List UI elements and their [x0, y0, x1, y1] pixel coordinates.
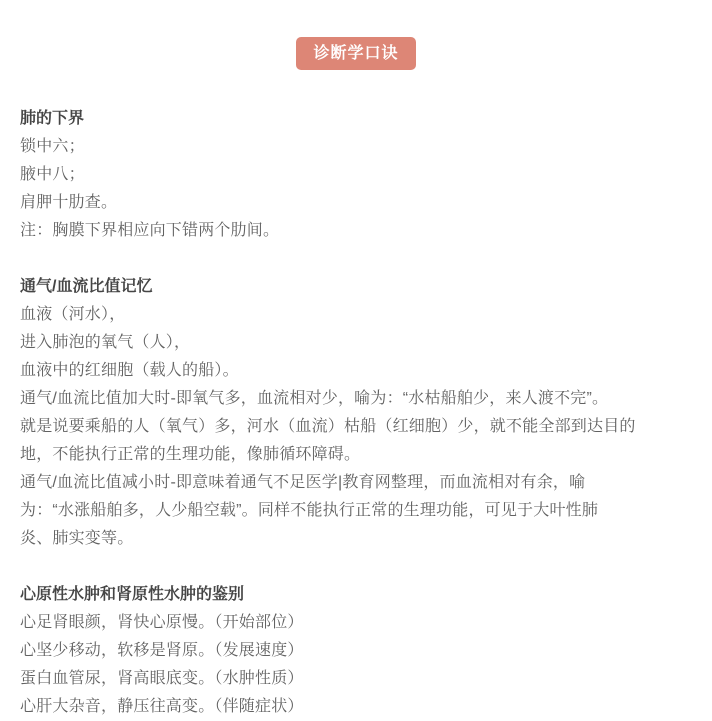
text-line: 锁中六；	[20, 138, 85, 155]
section-lines	[20, 301, 708, 553]
mnemonic-section	[20, 105, 708, 245]
text-line: 就是说要乘船的人（氧气）多，河水（血流）枯船（红细胞）少，就不能全部到达目的	[20, 418, 636, 435]
text-line: 肩胛十肋查。	[20, 194, 118, 211]
text-line: 通气/血流比值减小时-即意味着通气不足医学|教育网整理，而血流相对有余，喻	[20, 474, 586, 491]
text-line: 血液（河水），	[20, 306, 126, 323]
text-line: 心坚少移动，软移是肾原。（发展速度）	[20, 642, 304, 659]
mnemonic-section	[20, 581, 708, 721]
mnemonic-section	[20, 273, 708, 553]
text-line: 进入肺泡的氧气（人），	[20, 334, 191, 351]
section-heading: 肺的下界	[20, 110, 85, 127]
section-heading: 通气/血流比值记忆	[20, 278, 153, 295]
text-line: 心肝大杂音，静压往高变。（伴随症状）	[20, 698, 304, 715]
section-heading: 心原性水肿和肾原性水肿的鉴别	[20, 586, 245, 603]
text-line: 炎、肺实变等。	[20, 530, 134, 547]
text-line: 为：“水涨船舶多，人少船空载”。同样不能执行正常的生理功能，可见于大叶性肺	[20, 502, 599, 519]
text-line: 注：胸膜下界相应向下错两个肋间。	[20, 222, 280, 239]
title-badge: 诊断学口诀	[296, 37, 415, 70]
text-line: 通气/血流比值加大时-即氧气多，血流相对少，喻为：“水枯船舶少，来人渡不完”。	[20, 390, 609, 407]
badge-row	[4, 37, 708, 70]
text-line: 心足肾眼颜，肾快心原慢。（开始部位）	[20, 614, 304, 631]
article-content	[20, 105, 708, 721]
text-line: 血液中的红细胞（载人的船）。	[20, 362, 239, 379]
text-line: 腋中八；	[20, 166, 85, 183]
text-line: 蛋白血管尿，肾高眼底变。（水肿性质）	[20, 670, 304, 687]
text-line: 地，不能执行正常的生理功能，像肺循环障碍。	[20, 446, 361, 463]
section-lines	[20, 609, 708, 721]
section-lines	[20, 133, 708, 245]
